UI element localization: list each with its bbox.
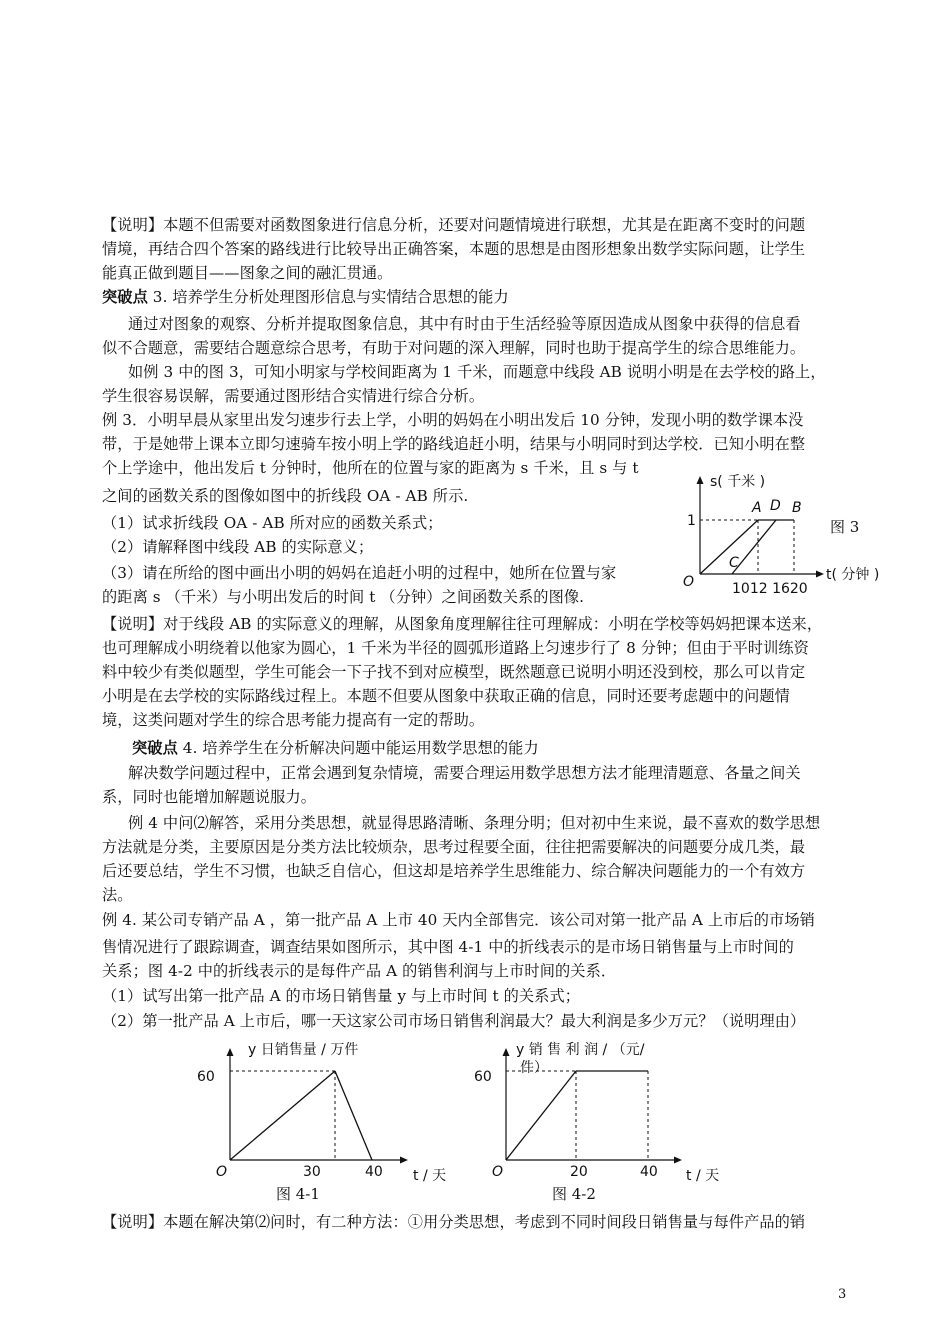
point4-heading — [132, 737, 884, 759]
point4-line-5: 后还要总结，学生不习惯，也缺乏自信心，但这却是培养学生思维能力、综合解决问题能力的一个有效方 — [102, 862, 806, 880]
point4-line-2: 系，同时也能增加解题说服力。 — [102, 788, 317, 806]
note3-line-2: 也可理解成小明绕着以他家为圆心，1 千米为半径的圆弧形道路上匀速步行了 8 分钟；但由于平时训练资 — [102, 639, 809, 657]
note3-line-4: 小明是在去学校的实际路线过程上。本题不但要从图象中获取正确的信息，同时还要考虑题中的问题情 — [102, 687, 790, 705]
figure41-rise-line — [230, 1071, 335, 1160]
example4-line-1: 例 4. 某公司专销产品 A ，第一批产品 A 上市 40 天内全部售完．该公司对第一批产品 A 上市后的市场销 — [102, 911, 815, 929]
point3-line-4: 学生很容易误解，需要通过图形结合实情进行综合分析。 — [102, 387, 485, 405]
figure42-y-arrow-icon — [503, 1048, 510, 1056]
figure-3-svg — [672, 468, 902, 608]
figure42-caption: 图 4-2 — [552, 1185, 596, 1203]
figure41-x-tick-30: 30 — [303, 1164, 321, 1180]
figure3-origin: O — [683, 574, 695, 590]
figure42-x-label: t / 天 — [686, 1168, 720, 1184]
figure42-rise-line — [506, 1071, 576, 1160]
point4-line-3: 例 4 中问⑵解答，采用分类思想，就显得思路清晰、条理分明；但对初中生来说，最不喜欢的数学思想 — [128, 814, 821, 832]
figure3-point-A: A — [752, 500, 762, 516]
point3-heading-bold: 突破点 — [102, 288, 148, 306]
figure-4-1 — [190, 1030, 470, 1190]
figure41-y-tick: 60 — [197, 1069, 215, 1085]
figure42-x-tick-40: 40 — [640, 1164, 658, 1180]
point4-heading-text: 4. 培养学生在分析解决问题中能运用数学思想的能力 — [177, 739, 539, 757]
note3-line-5: 境，这类问题对学生的综合思考能力提高有一定的帮助。 — [102, 711, 485, 729]
figure-4-2 — [470, 1030, 750, 1190]
figure42-x-arrow-icon — [674, 1157, 682, 1164]
figure41-origin: O — [216, 1164, 228, 1180]
page-number: 3 — [838, 1287, 847, 1302]
point3-line-3: 如例 3 中的图 3，可知小明家与学校间距离为 1 千米，而题意中线段 AB 说明小明是在去学校的路上， — [128, 363, 826, 381]
example3-line-3: 个上学途中，他出发后 t 分钟时，他所在的位置与家的距离为 s 千米，且 s 与 t — [102, 459, 639, 477]
example4-line-3: 关系；图 4-2 中的折线表示的是每件产品 A 的销售利润与上市时间的关系． — [102, 962, 617, 980]
example3-question-2: （2）请解释图中线段 AB 的实际意义； — [102, 538, 374, 556]
figure3-caption: 图 3 — [830, 518, 860, 536]
figure41-x-tick-40: 40 — [365, 1164, 383, 1180]
example4-line-2: 售情况进行了跟踪调查，调查结果如图所示，其中图 4-1 中的折线表示的是市场日销售量与上市时间的 — [102, 938, 794, 956]
figure42-x-tick-20: 20 — [570, 1164, 588, 1180]
example3-question-1: （1）试求折线段 OA - AB 所对应的函数关系式； — [102, 514, 443, 532]
figure3-point-C: C — [729, 555, 739, 571]
figure3-y-tick: 1 — [687, 513, 696, 529]
figure3-x-label: t( 分钟 ) — [826, 567, 880, 583]
figure3-y-arrow-icon — [697, 476, 704, 484]
example3-line-1: 例 3．小明早晨从家里出发匀速步行去上学，小明的妈妈在小明出发后 10 分钟，发现小明的数学课本没 — [102, 411, 804, 429]
note3-line-1: 【说明】对于线段 AB 的实际意义的理解，从图象角度理解往往可理解成：小明在学校等妈妈把课本送来， — [102, 615, 823, 633]
example3-line-2: 带，于是她带上课本立即匀速骑车按小明上学的路线追赶小明，结果与小明同时到达学校．已知小明在整 — [102, 435, 806, 453]
example3-question-3a: （3）请在所给的图中画出小明的妈妈在追赶小明的过程中，她所在位置与家 — [102, 564, 617, 582]
figure41-caption: 图 4-1 — [276, 1185, 320, 1203]
note1-line-3: 能真正做到题目——图象之间的融汇贯通。 — [102, 264, 393, 282]
figure-4-2-svg — [470, 1030, 750, 1190]
note4-line-1: 【说明】本题在解决第⑵问时，有二种方法：①用分类思想，考虑到不同时间段日销售量与每件产品的销 — [102, 1213, 806, 1231]
figure3-point-B: B — [792, 500, 802, 516]
figure3-x-ticks: 1012 1620 — [732, 581, 808, 597]
point4-line-1: 解决数学问题过程中，正常会遇到复杂情境，需要合理运用数学思想方法才能理清题意、各量之间关 — [128, 764, 801, 782]
figure42-origin: O — [492, 1164, 504, 1180]
figure42-y-label-unit: 件） — [520, 1060, 548, 1076]
figure3-y-label: s( 千米 ) — [710, 474, 766, 490]
figure41-x-label: t / 天 — [413, 1168, 447, 1184]
figure3-point-D: D — [770, 498, 781, 514]
note3-line-3: 料中较少有类似题型，学生可能会一下子找不到对应模型，既然题意已说明小明还没到校，那么可以肯定 — [102, 663, 806, 681]
note1-line-1: 【说明】本题不但需要对函数图象进行信息分析，还要对问题情境进行联想，尤其是在距离不变时的问题 — [102, 216, 806, 234]
figure41-fall-line — [335, 1071, 372, 1160]
figure3-x-arrow-icon — [816, 571, 824, 578]
figure42-y-tick: 60 — [474, 1069, 492, 1085]
example3-question-3b: 的距离 s （千米）与小明出发后的时间 t （分钟）之间函数关系的图像. — [102, 588, 585, 606]
figure41-y-label: y 日销售量 / 万件 — [248, 1042, 359, 1058]
point3-heading-text: 3. 培养学生分析处理图形信息与实情结合思想的能力 — [147, 288, 509, 306]
point3-heading — [102, 286, 854, 308]
example4-question-1: （1）试写出第一批产品 A 的市场日销售量 y 与上市时间 t 的关系式； — [102, 987, 581, 1005]
figure41-y-arrow-icon — [227, 1048, 234, 1056]
figure-3 — [672, 468, 902, 608]
note1-line-2: 情境，再结合四个答案的路线进行比较导出正确答案，本题的思想是由图形想象出数学实际问题，让学生 — [102, 240, 806, 258]
example3-line-4: 之间的函数关系的图像如图中的折线段 OA - AB 所示. — [102, 487, 469, 505]
figure42-y-label: y 销 售 利 润 / （元/ — [516, 1042, 645, 1058]
point4-line-6: 法。 — [102, 886, 133, 904]
point3-line-2: 似不合题意，需要结合题意综合思考，有助于对问题的深入理解，同时也助于提高学生的综合思维能力。 — [102, 339, 806, 357]
point3-line-1: 通过对图象的观察、分析并提取图象信息，其中有时由于生活经验等原因造成从图象中获得的信息看 — [128, 315, 801, 333]
point4-heading-bold: 突破点 — [132, 739, 178, 757]
figure-4-1-svg — [190, 1030, 470, 1190]
point4-line-4: 方法就是分类，主要原因是分类方法比较烦杂，思考过程要全面，往往把需要解决的问题要分成几类，最 — [102, 838, 806, 856]
example4-question-2: （2）第一批产品 A 上市后，哪一天这家公司市场日销售利润最大？最大利润是多少万元？（说明理由） — [102, 1012, 806, 1030]
figure41-x-arrow-icon — [400, 1157, 408, 1164]
